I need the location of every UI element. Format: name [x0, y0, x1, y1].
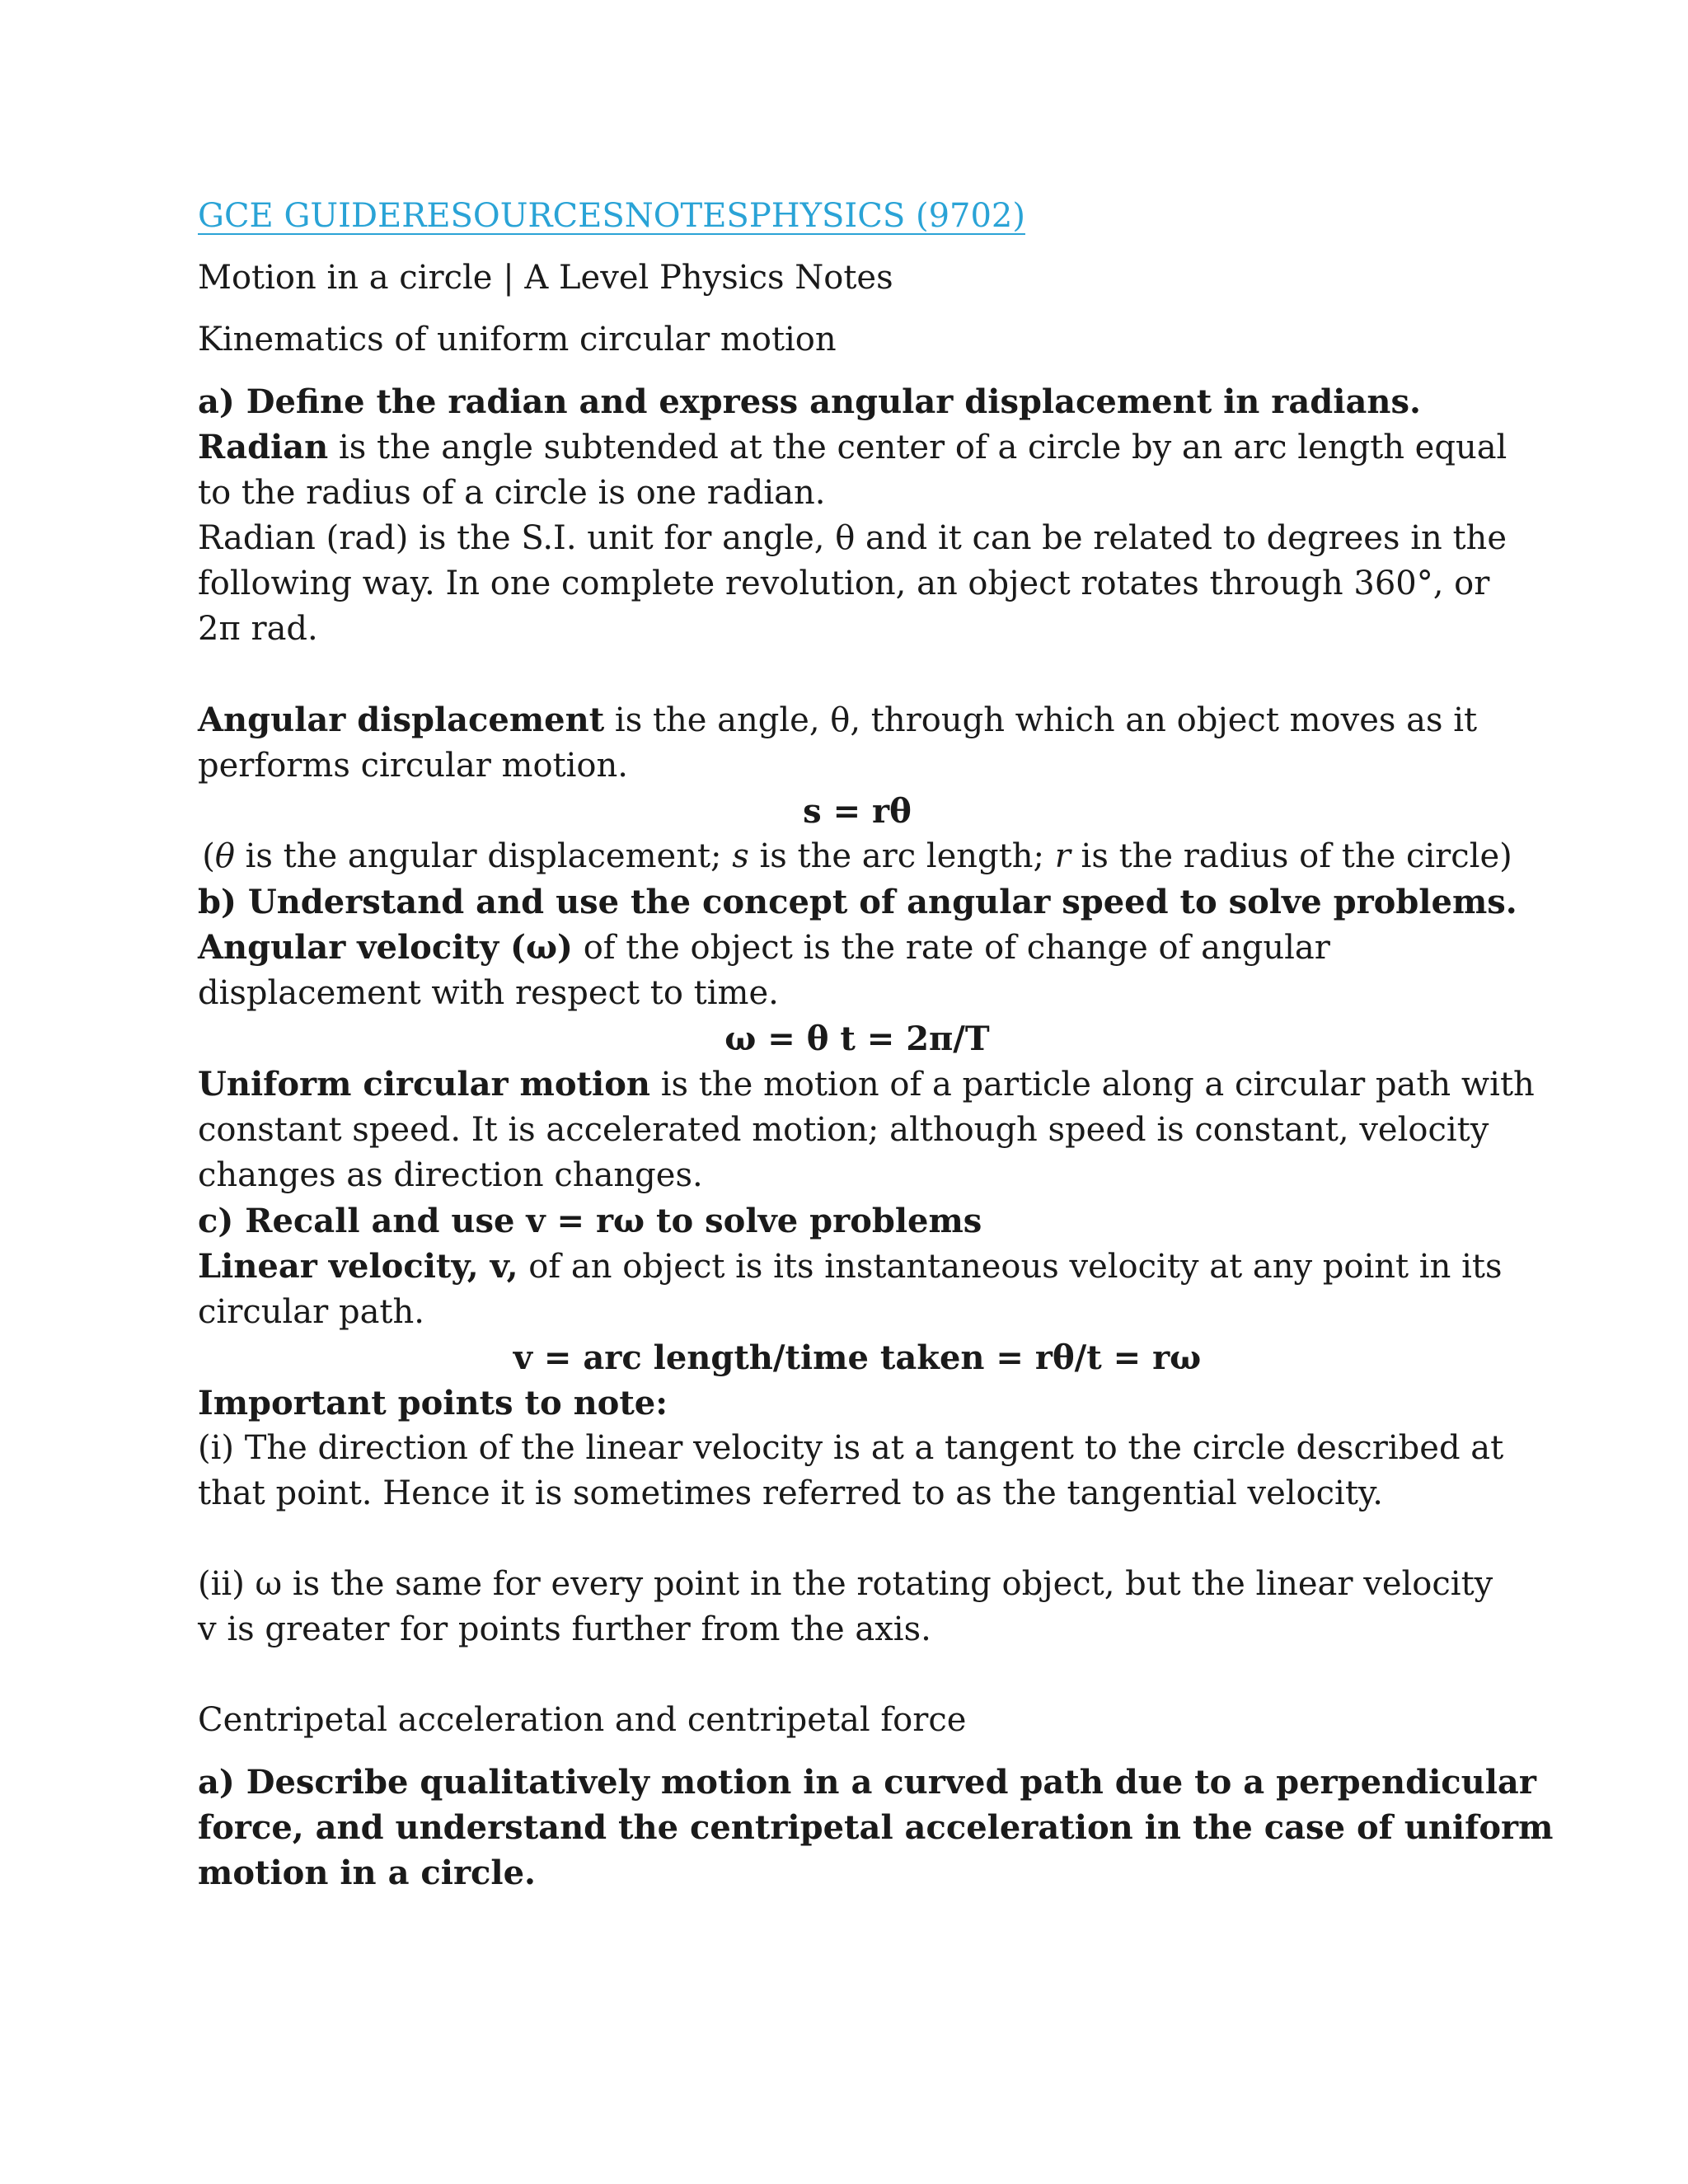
radian-definition-line-2: to the radius of a circle is one radian. [198, 474, 826, 512]
angular-velocity-term: Angular velocity (ω) [198, 928, 573, 967]
note-r: r [1054, 837, 1071, 875]
heading-c-linear-velocity: c) Recall and use v = rω to solve problems [198, 1202, 982, 1240]
uniform-circular-motion-text: is the motion of a particle along a circular path with [649, 1066, 1535, 1104]
angular-velocity-line-2: displacement with respect to time. [198, 974, 779, 1012]
point-2-line-1: (ii) ω is the same for every point in the rotating object, but the linear velocity [198, 1565, 1493, 1603]
uniform-circular-motion-term: Uniform circular motion [198, 1065, 650, 1104]
radian-term: Radian [198, 428, 329, 466]
breadcrumb-link[interactable]: GCE GUIDERESOURCESNOTESPHYSICS (9702) [198, 197, 1025, 235]
page-title: Motion in a circle | A Level Physics Notes [198, 259, 893, 297]
important-points-heading: Important points to note: [198, 1384, 668, 1422]
uniform-circular-motion-line-3: changes as direction changes. [198, 1156, 703, 1194]
heading-a2-line-3: motion in a circle. [198, 1854, 536, 1892]
equation-s-note [198, 834, 1517, 879]
point-1-line-2: that point. Hence it is sometimes referred to as the tangential velocity. [198, 1474, 1383, 1512]
heading-a2-line-2: force, and understand the centripetal acceleration in the case of uniform [198, 1808, 1554, 1847]
linear-velocity-text: of an object is its instantaneous velocity at any point in its [518, 1248, 1503, 1286]
section-heading-kinematics: Kinematics of uniform circular motion [198, 321, 837, 359]
breadcrumb-line [198, 194, 1517, 239]
radian-unit-line-2: following way. In one complete revolution, an object rotates through 360°, or [198, 565, 1490, 602]
point-2-line-2: v is greater for points further from the axis. [198, 1610, 931, 1648]
radian-definition-line-1 [198, 424, 1517, 471]
radian-unit-line-1: Radian (rad) is the S.I. unit for angle, θ and it can be related to degrees in the [198, 519, 1507, 557]
point-1-line-1: (i) The direction of the linear velocity is at a tangent to the circle described at [198, 1429, 1504, 1467]
uniform-circular-motion-line-1 [198, 1062, 1535, 1108]
note-text-1: is the angular displacement; [234, 837, 733, 875]
linear-velocity-term: Linear velocity, v, [198, 1247, 518, 1286]
note-text-3: is the radius of the circle) [1070, 837, 1512, 875]
heading-a-radian: a) Define the radian and express angular displacement in radians. [198, 382, 1421, 421]
radian-definition-text: is the angle subtended at the center of a circle by an arc length equal [328, 429, 1507, 466]
note-s: s [732, 837, 749, 875]
section-heading-centripetal: Centripetal acceleration and centripetal force [198, 1701, 967, 1739]
angular-velocity-text: of the object is the rate of change of angular [572, 929, 1330, 967]
heading-a2-line-1: a) Describe qualitatively motion in a curved path due to a perpendicular [198, 1763, 1536, 1802]
note-text-2: is the arc length; [748, 837, 1055, 875]
angular-velocity-line-1 [198, 925, 1517, 971]
angular-displacement-line-1 [198, 697, 1517, 743]
angular-displacement-term: Angular displacement [198, 701, 605, 739]
equation-s: s = rθ [803, 792, 912, 831]
radian-unit-line-3: 2π rad. [198, 610, 318, 648]
note-paren: ( [202, 837, 215, 875]
linear-velocity-line-2: circular path. [198, 1293, 424, 1331]
angular-displacement-text: is the angle, θ, through which an object moves as it [604, 701, 1478, 739]
linear-velocity-line-1 [198, 1244, 1517, 1290]
uniform-circular-motion-line-2: constant speed. It is accelerated motion; although speed is constant, velocity [198, 1111, 1489, 1149]
document-page [198, 194, 1554, 1896]
equation-omega: ω = θ t = 2π/T [724, 1019, 990, 1058]
angular-displacement-line-2: performs circular motion. [198, 747, 628, 785]
equation-v: v = arc length/time taken = rθ/t = rω [513, 1338, 1202, 1377]
note-theta: θ [214, 837, 235, 875]
heading-b-angular-speed: b) Understand and use the concept of angular speed to solve problems. [198, 883, 1517, 921]
